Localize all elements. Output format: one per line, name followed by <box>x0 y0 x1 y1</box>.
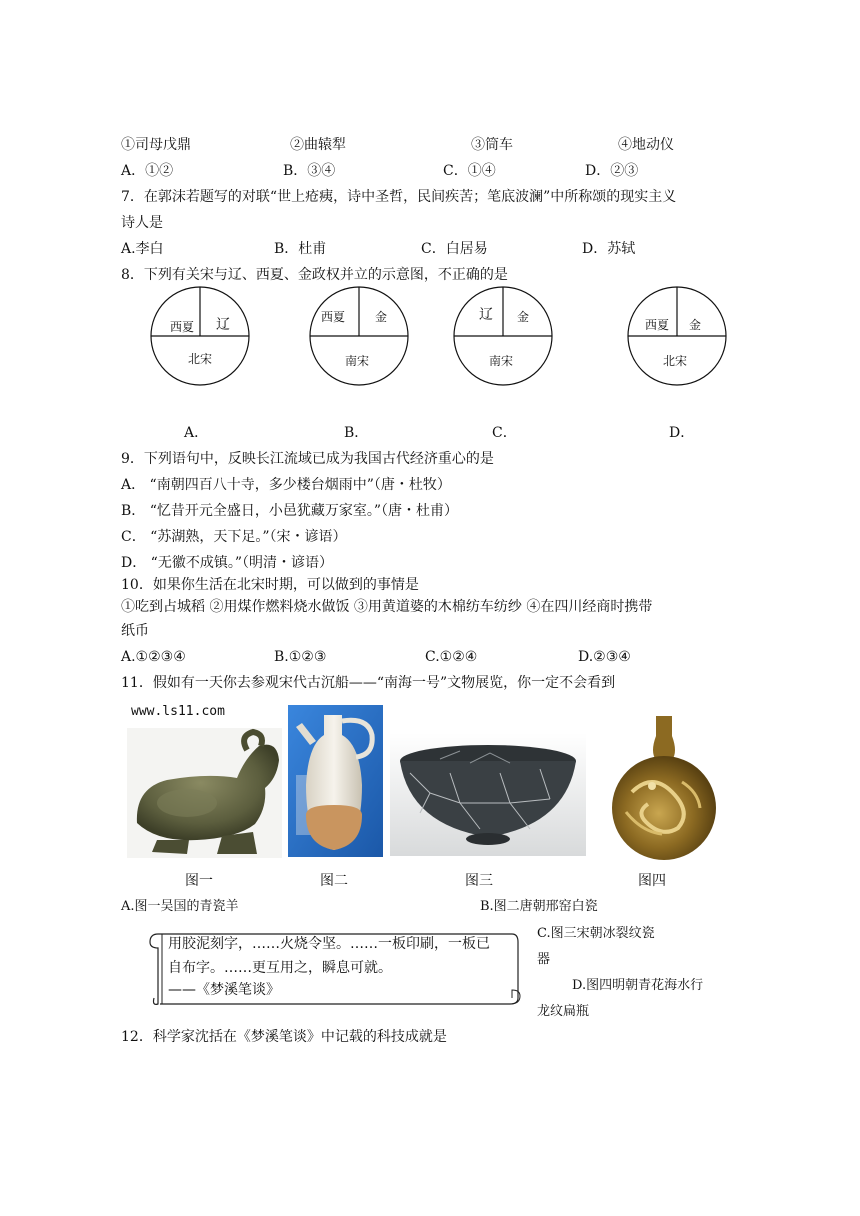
q7-stem-line1: 7．在郭沫若题写的对联“世上疮痍，诗中圣哲，民间疾苦；笔底波澜”中所称颂的现实主义 <box>121 189 677 205</box>
q9-option-a: A． “南朝四百八十寺，多少楼台烟雨中”（唐・杜牧） <box>121 477 451 493</box>
diagram-b-top-right: 金 <box>375 310 388 324</box>
diagram-b <box>309 286 409 386</box>
figure-1-celadon-sheep-image <box>127 728 282 858</box>
q7-option-b: B．杜甫 <box>274 241 327 257</box>
diagram-b-bottom: 南宋 <box>345 354 370 368</box>
quote-line-1: 用胶泥刻字，……火烧令坚。……一板印刷，一板已 <box>168 936 490 952</box>
q9-option-d: D． “无徽不成镇。”（明清・谚语） <box>121 555 333 571</box>
diagram-b-top-left: 西夏 <box>321 310 346 324</box>
q11-stem: 11．假如有一天你去参观宋代古沉船——“南海一号”文物展览，你一定不会看到 <box>121 675 616 691</box>
quote-line-2: 自布字。……更互用之，瞬息可就。 <box>168 960 392 976</box>
q11-option-d-line2: 龙纹扁瓶 <box>537 1004 590 1019</box>
diagram-c-letter: C． <box>492 425 517 441</box>
q7-option-a: A.李白 <box>121 241 164 257</box>
q9-stem: 9．下列语句中，反映长江流域已成为我国古代经济重心的是 <box>121 451 494 467</box>
diagram-d-top-left: 西夏 <box>645 318 670 332</box>
figure-caption-4: 图四 <box>638 873 666 889</box>
diagram-d-bottom: 北宋 <box>663 354 688 368</box>
diagram-c <box>453 286 553 386</box>
q6-option-d: D．②③ <box>585 163 639 179</box>
q10-stem: 10．如果你生活在北宋时期，可以做到的事情是 <box>121 577 419 593</box>
q6-option-c: C．①④ <box>443 163 496 179</box>
q10-option-b: B.①②③ <box>274 649 327 665</box>
figure-caption-1: 图一 <box>185 873 213 889</box>
q10-option-d: D.②③④ <box>578 649 631 665</box>
q10-items-line2: 纸币 <box>121 623 149 639</box>
diagram-a-top-left: 西夏 <box>170 320 195 334</box>
q8-stem: 8．下列有关宋与辽、西夏、金政权并立的示意图，不正确的是 <box>121 267 508 283</box>
q11-option-d-line1: D.图四明朝青花海水行 <box>572 978 704 993</box>
q6-item-2: ②曲辕犁 <box>290 137 346 153</box>
q10-items-line1: ①吃到占城稻 ②用煤作燃料烧水做饭 ③用黄道婆的木棉纺车纺纱 ④在四川经商时携带 <box>121 599 653 615</box>
diagram-a-top-right: 辽 <box>216 317 230 333</box>
q9-option-c: C． “苏湖熟，天下足。”（宋・谚语） <box>121 529 347 545</box>
q11-option-a: A.图一吴国的青瓷羊 <box>121 899 239 914</box>
q6-item-4: ④地动仪 <box>618 137 674 153</box>
quote-scroll <box>148 928 522 1008</box>
diagram-d-letter: D． <box>669 425 695 441</box>
watermark-text: www.ls11.com <box>131 704 225 719</box>
q10-option-a: A.①②③④ <box>121 649 186 665</box>
diagram-a-letter: A． <box>184 425 209 441</box>
q7-stem-line2: 诗人是 <box>121 215 163 231</box>
q11-option-c-line2: 器 <box>537 952 551 967</box>
figure-4-dragon-flask-image <box>602 712 727 860</box>
diagram-c-bottom: 南宋 <box>489 354 514 368</box>
figure-3-crackle-bowl-image <box>390 733 586 856</box>
q10-option-c: C.①②④ <box>425 649 478 665</box>
diagram-a-bottom: 北宋 <box>188 352 213 366</box>
q6-option-b: B．③④ <box>283 163 336 179</box>
q6-option-a: A．①② <box>121 163 174 179</box>
diagram-c-top-left: 辽 <box>479 307 493 323</box>
q7-option-c: C．白居易 <box>421 241 488 257</box>
q6-item-1: ①司母戊鼎 <box>121 137 191 153</box>
q6-item-3: ③筒车 <box>471 137 513 153</box>
diagram-b-letter: B． <box>344 425 369 441</box>
q7-option-d: D．苏轼 <box>582 241 636 257</box>
figure-caption-3: 图三 <box>465 873 493 889</box>
q11-option-b: B.图二唐朝邢窑白瓷 <box>480 899 598 914</box>
diagram-d-top-right: 金 <box>689 318 702 332</box>
diagram-a <box>150 286 250 386</box>
q11-option-c-line1: C.图三宋朝冰裂纹瓷 <box>537 926 655 941</box>
quote-source: ——《梦溪笔谈》 <box>168 982 280 998</box>
diagram-c-top-right: 金 <box>517 310 530 324</box>
figure-2-white-porcelain-image <box>288 705 383 857</box>
figure-caption-2: 图二 <box>320 873 348 889</box>
q12-stem: 12．科学家沈括在《梦溪笔谈》中记载的科技成就是 <box>121 1029 447 1045</box>
q9-option-b: B． “忆昔开元全盛日，小邑犹藏万家室。”（唐・杜甫） <box>121 503 459 519</box>
diagram-d <box>627 286 727 386</box>
